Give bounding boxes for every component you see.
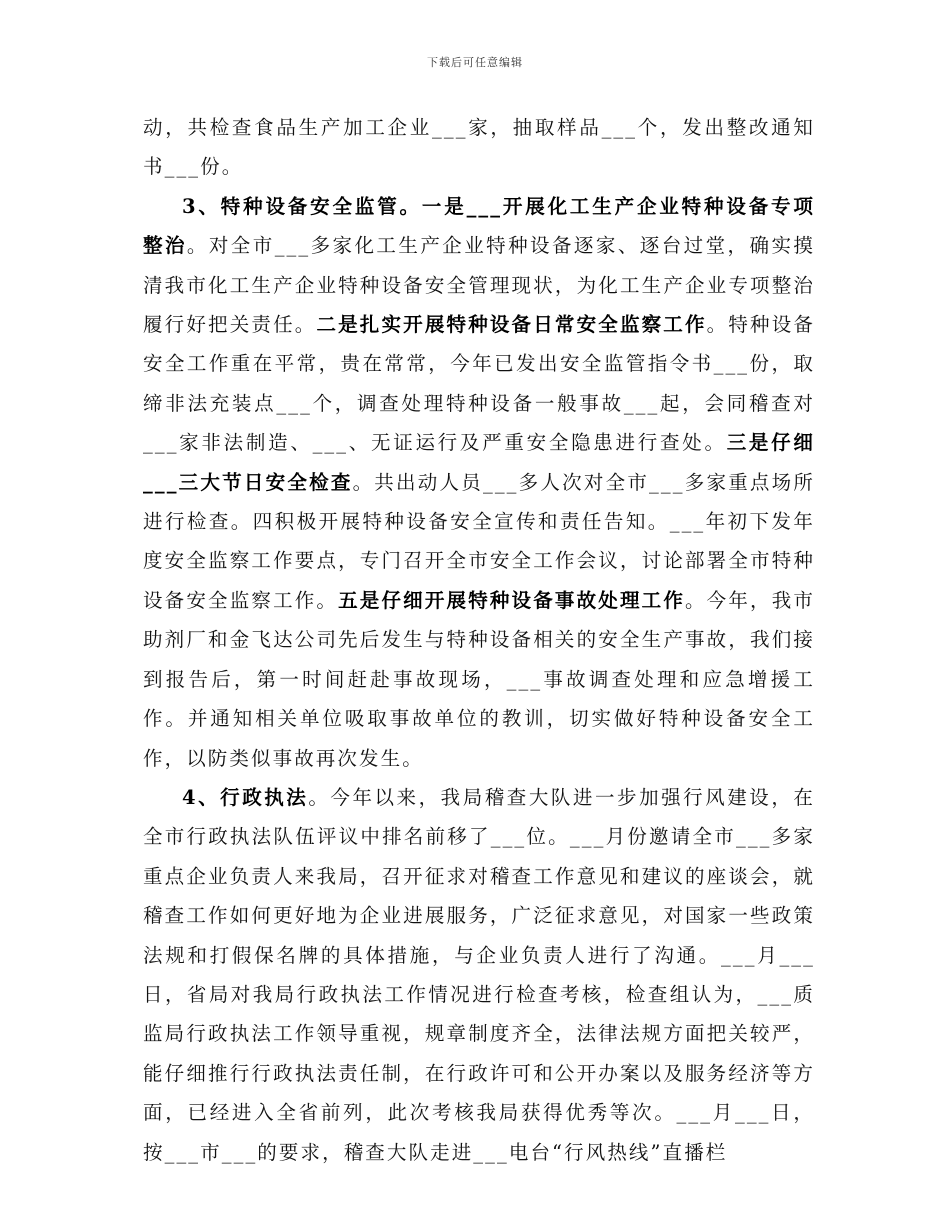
bold-heading: 4、行政执法	[182, 785, 309, 809]
page-header: 下载后可任意编辑	[427, 56, 523, 69]
bold-heading: 五是仔细开展特种设备事故处理工作	[338, 588, 685, 612]
bold-heading: 3、特种设备安全监管。一是___开展化工生产企业特种设备专项整治	[143, 194, 815, 258]
paragraph-text: 。特种设备安全工作重在平常，贵在常常，今年已发出安全监管指令书___份，取缔非法充装点___个，调查处理特种设备一般事故___起，会同稽查对___家非法制造、___、无证运行及严重安全隐患进行查处。	[143, 313, 815, 455]
paragraph-administrative-law	[143, 778, 815, 1172]
paragraph-text: 。对全市___多家化工生产企业特种设备逐家、逐台过堂，确实摸清我市化工生产企业特种设备安全管理现状，为化工生产企业专项整治履行好把关责任。	[143, 234, 815, 337]
bold-heading: 三是仔细___三大节日安全检查	[143, 431, 815, 494]
paragraph-text: 。今年，我市助剂厂和金飞达公司先后发生与特种设备相关的安全生产事故，我们接到报告后，第一时间赶赴事故现场，___事故调查处理和应急增援工作。并通知相关单位吸取事故单位的教训，切实做好特种设备安全工作，以防类似事故再次发生。	[143, 588, 815, 770]
paragraph-special-equipment	[143, 187, 815, 778]
paragraph-text: 。共出动人员___多人次对全市___多家重点场所进行检查。四积极开展特种设备安全宣传和责任告知。___年初下发年度安全监察工作要点，专门召开全市安全工作会议，讨论部署全市特种设备安全监察工作。	[143, 470, 815, 612]
paragraph-text: 。今年以来，我局稽查大队进一步加强行风建设，在全市行政执法队伍评议中排名前移了___位。___月份邀请全市___多家重点企业负责人来我局，召开征求对稽查工作意见和建议的座谈会，就稽查工作如何更好地为企业进展服务，广泛征求意见，对国家一些政策法规和打假保名牌的具体措施，与企业负责人进行了沟通。___月___日，省局对我局行政执法工作情况进行检查考核，检查组认为，___质监局行政执法工作领导重视，规章制度齐全，法律法规方面把关较严，能仔细推行行政执法责任制，在行政许可和公开办案以及服务经济等方面，已经进入全省前列，此次考核我局获得优秀等次。___月___日，按___市___的要求，稽查大队走进___电台“行风热线”直播栏	[143, 785, 815, 1164]
paragraph-food-inspection	[143, 108, 815, 187]
document-body	[143, 108, 815, 1172]
paragraph-text: 动，共检查食品生产加工企业___家，抽取样品___个，发出整改通知书___份。	[143, 116, 815, 179]
bold-heading: 二是扎实开展特种设备日常安全监察工作	[316, 313, 707, 337]
